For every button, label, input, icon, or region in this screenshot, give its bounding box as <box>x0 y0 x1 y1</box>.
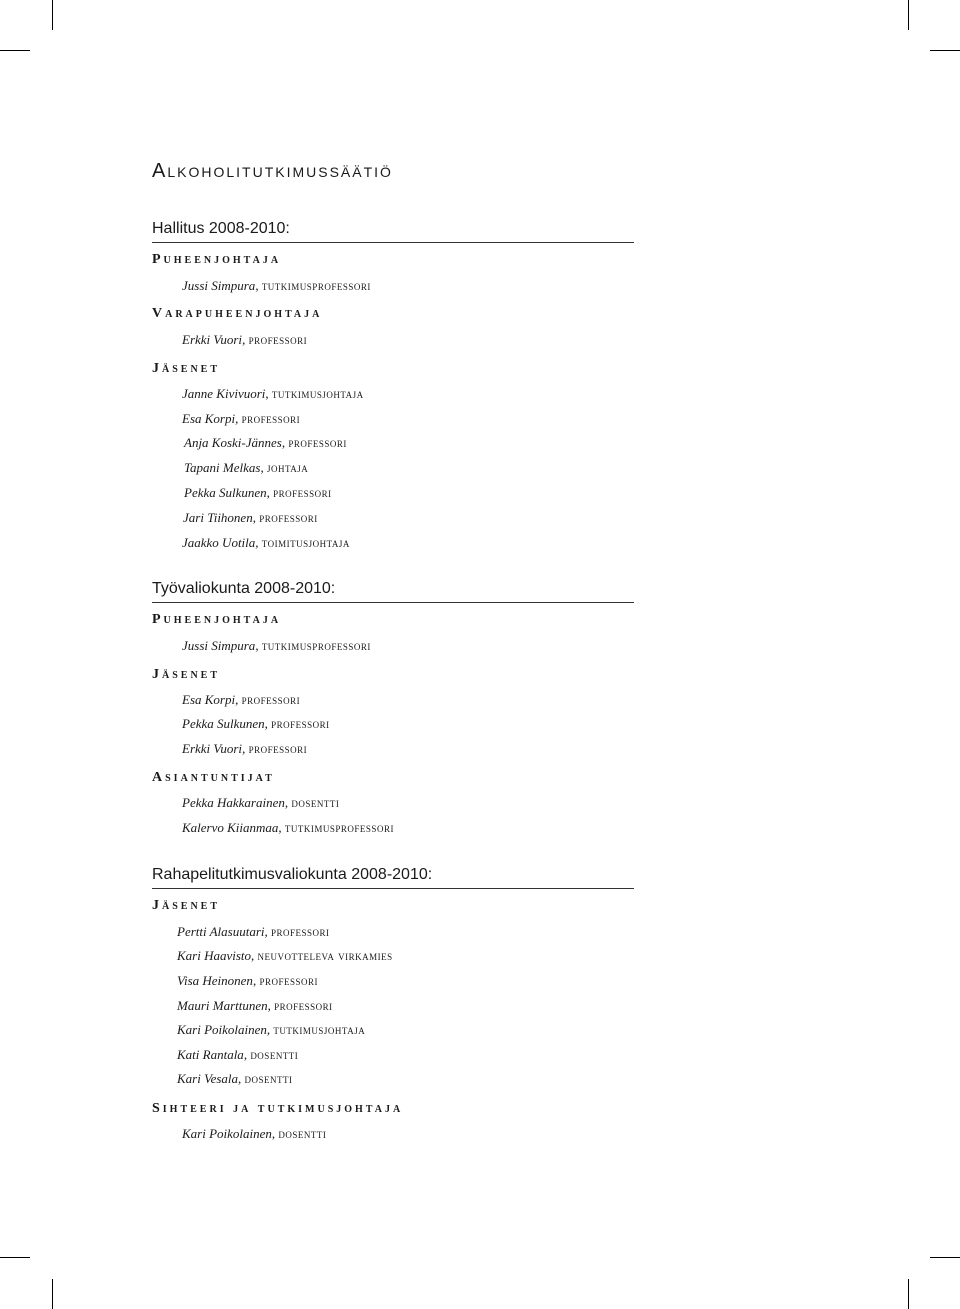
member-title: professori <box>288 435 347 450</box>
member-entry: Esa Korpi, professori <box>182 692 301 707</box>
role-heading: Jäsenet <box>152 361 221 376</box>
member-entry: Kalervo Kiianmaa, tutkimusprofessori <box>182 820 394 835</box>
member-entry: Anja Koski-Jännes, professori <box>184 435 347 450</box>
member-title: professori <box>273 485 332 500</box>
member-name: Pertti Alasuutari <box>177 924 265 939</box>
crop-mark <box>930 50 960 51</box>
member-entry: Pertti Alasuutari, professori <box>177 924 330 939</box>
member-name: Anja Koski-Jännes <box>184 435 282 450</box>
member-name: Kalervo Kiianmaa <box>182 820 279 835</box>
member-title: tutkimusprofessori <box>284 820 394 835</box>
member-entry: Pekka Sulkunen, professori <box>184 485 332 500</box>
member-name: Kari Poikolainen <box>182 1126 272 1141</box>
member-name: Kari Haavisto <box>177 948 252 963</box>
member-title: dosentti <box>291 795 340 810</box>
crop-mark <box>0 1257 30 1258</box>
role-heading: Puheenjohtaja <box>152 612 282 627</box>
section-hallitus <box>152 220 634 243</box>
role-heading: Varapuheenjohtaja <box>152 306 323 321</box>
member-name: Pekka Hakkarainen <box>182 795 285 810</box>
crop-mark <box>52 1279 53 1309</box>
member-name: Erkki Vuori <box>182 741 243 756</box>
member-name: Erkki Vuori <box>182 332 243 347</box>
crop-mark <box>908 0 909 30</box>
crop-mark <box>930 1257 960 1258</box>
section-tyovaliokunta <box>152 580 634 603</box>
member-entry: Kari Poikolainen, dosentti <box>182 1126 327 1141</box>
section-title: Hallitus 2008-2010: <box>152 220 634 243</box>
member-title: johtaja <box>266 460 309 475</box>
member-name: Jussi Simpura <box>182 278 256 293</box>
role-heading: Sihteeri ja tutkimusjohtaja <box>152 1101 404 1116</box>
role-heading: Jäsenet <box>152 898 221 913</box>
member-title: tutkimusprofessori <box>261 278 371 293</box>
member-title: professori <box>259 510 318 525</box>
member-name: Tapani Melkas <box>184 460 261 475</box>
member-entry: Erkki Vuori, professori <box>182 741 308 756</box>
member-entry: Esa Korpi, professori <box>182 411 301 426</box>
member-title: professori <box>248 741 308 756</box>
member-title: tutkimusjohtaja <box>273 1022 366 1037</box>
member-name: Jaakko Uotila <box>182 535 256 550</box>
member-name: Pekka Sulkunen <box>182 716 265 731</box>
member-entry: Jari Tiihonen, professori <box>183 510 318 525</box>
member-entry: Jussi Simpura, tutkimusprofessori <box>182 278 371 293</box>
member-entry: Janne Kivivuori, tutkimusjohtaja <box>182 386 364 401</box>
member-entry: Pekka Hakkarainen, dosentti <box>182 795 340 810</box>
member-title: dosentti <box>278 1126 327 1141</box>
member-title: professori <box>248 332 308 347</box>
member-name: Kati Rantala <box>177 1047 244 1062</box>
member-name: Pekka Sulkunen <box>184 485 267 500</box>
member-entry: Mauri Marttunen, professori <box>177 998 333 1013</box>
member-name: Janne Kivivuori <box>182 386 266 401</box>
member-title: toimitusjohtaja <box>261 535 350 550</box>
crop-mark <box>908 1279 909 1309</box>
role-heading: Puheenjohtaja <box>152 252 282 267</box>
member-entry: Kari Haavisto, neuvotteleva virkamies <box>177 948 393 963</box>
member-entry: Pekka Sulkunen, professori <box>182 716 330 731</box>
crop-mark <box>52 0 53 30</box>
role-heading: Asiantuntijat <box>152 770 275 785</box>
member-title: professori <box>241 411 301 426</box>
member-entry: Kari Poikolainen, tutkimusjohtaja <box>177 1022 366 1037</box>
member-title: dosentti <box>244 1071 293 1086</box>
member-title: professori <box>271 924 330 939</box>
member-title: tutkimusjohtaja <box>271 386 364 401</box>
role-heading: Jäsenet <box>152 667 221 682</box>
section-rahapelitutkimusvaliokunta <box>152 866 634 889</box>
member-name: Visa Heinonen <box>177 973 253 988</box>
member-title: dosentti <box>250 1047 299 1062</box>
member-entry: Jaakko Uotila, toimitusjohtaja <box>182 535 350 550</box>
member-title: neuvotteleva virkamies <box>257 948 393 963</box>
member-name: Mauri Marttunen <box>177 998 268 1013</box>
member-entry: Tapani Melkas, johtaja <box>184 460 309 475</box>
member-entry: Jussi Simpura, tutkimusprofessori <box>182 638 371 653</box>
section-title: Rahapelitutkimusvaliokunta 2008-2010: <box>152 866 634 889</box>
section-title: Työvaliokunta 2008-2010: <box>152 580 634 603</box>
page-title: Alkoholitutkimussäätiö <box>152 160 393 182</box>
member-title: professori <box>271 716 330 731</box>
member-name: Esa Korpi <box>182 411 236 426</box>
member-name: Esa Korpi <box>182 692 236 707</box>
member-name: Kari Poikolainen <box>177 1022 267 1037</box>
member-entry: Visa Heinonen, professori <box>177 973 318 988</box>
member-title: professori <box>274 998 333 1013</box>
member-entry: Kati Rantala, dosentti <box>177 1047 299 1062</box>
crop-mark <box>0 50 30 51</box>
member-name: Kari Vesala <box>177 1071 239 1086</box>
member-title: professori <box>241 692 301 707</box>
member-entry: Kari Vesala, dosentti <box>177 1071 293 1086</box>
member-title: professori <box>259 973 318 988</box>
member-name: Jari Tiihonen <box>183 510 253 525</box>
member-title: tutkimusprofessori <box>261 638 371 653</box>
member-name: Jussi Simpura <box>182 638 256 653</box>
member-entry: Erkki Vuori, professori <box>182 332 308 347</box>
